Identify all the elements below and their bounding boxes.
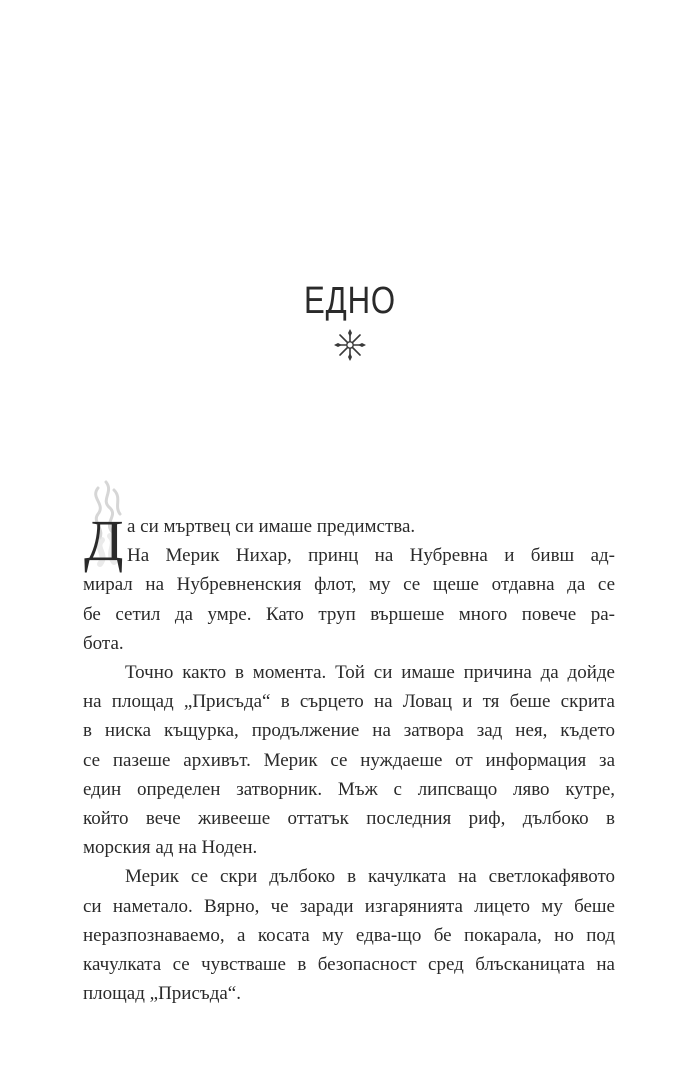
chapter-title: ЕДНО [304, 280, 396, 322]
paragraph-2-line-2: мирал на Нубревненския флот, му се щеше отдавна да се [83, 574, 615, 596]
paragraph-2-line-4: бота. [83, 632, 124, 654]
paragraph-2-line-3: бе сетил да умре. Като труп вършеше много повече ра- [83, 603, 615, 625]
paragraph-3-line-6: който вече живееше оттатък последния риф, дълбоко в [83, 808, 615, 830]
paragraph-4-line-4: качулката се чувстваше в безопасност сред блъсканицата на [83, 954, 615, 976]
paragraph-1-line-1: а си мъртвец си имаше предимства. [127, 516, 416, 537]
paragraph-3-line-4: се пазеше архивът. Мерик се нуждаеше от информация за [83, 749, 615, 771]
paragraph-4-line-1: Мерик се скри дълбоко в качулката на светлокафявото [125, 866, 615, 888]
paragraph-3-line-3: в ниска къщурка, продължение на затвора зад нея, където [83, 720, 615, 742]
starburst-ornament-icon [333, 328, 367, 362]
paragraph-4-line-5: площад „Присъда“. [83, 983, 241, 1005]
paragraph-3-line-5: един определен затворник. Мъж с липсващо ляво кутре, [83, 778, 615, 800]
drop-cap-letter: Д [84, 508, 124, 573]
paragraph-3-line-2: на площад „Присъда“ в сърцето на Ловац и тя беше скрита [83, 691, 615, 713]
paragraph-2-line-1: На Мерик Нихар, принц на Нубревна и бивш ад- [127, 545, 615, 567]
body-text [83, 508, 615, 1008]
paragraph-4-line-3: неразпознаваемо, а косата му едва-що бе покарала, но под [83, 924, 615, 946]
paragraph-3-line-7: морския ад на Ноден. [83, 837, 258, 859]
paragraph-4-line-2: си наметало. Вярно, че заради изгарянията лицето му беше [83, 895, 615, 917]
paragraph-3-line-1: Точно както в момента. Той си имаше причина да дойде [125, 662, 615, 684]
